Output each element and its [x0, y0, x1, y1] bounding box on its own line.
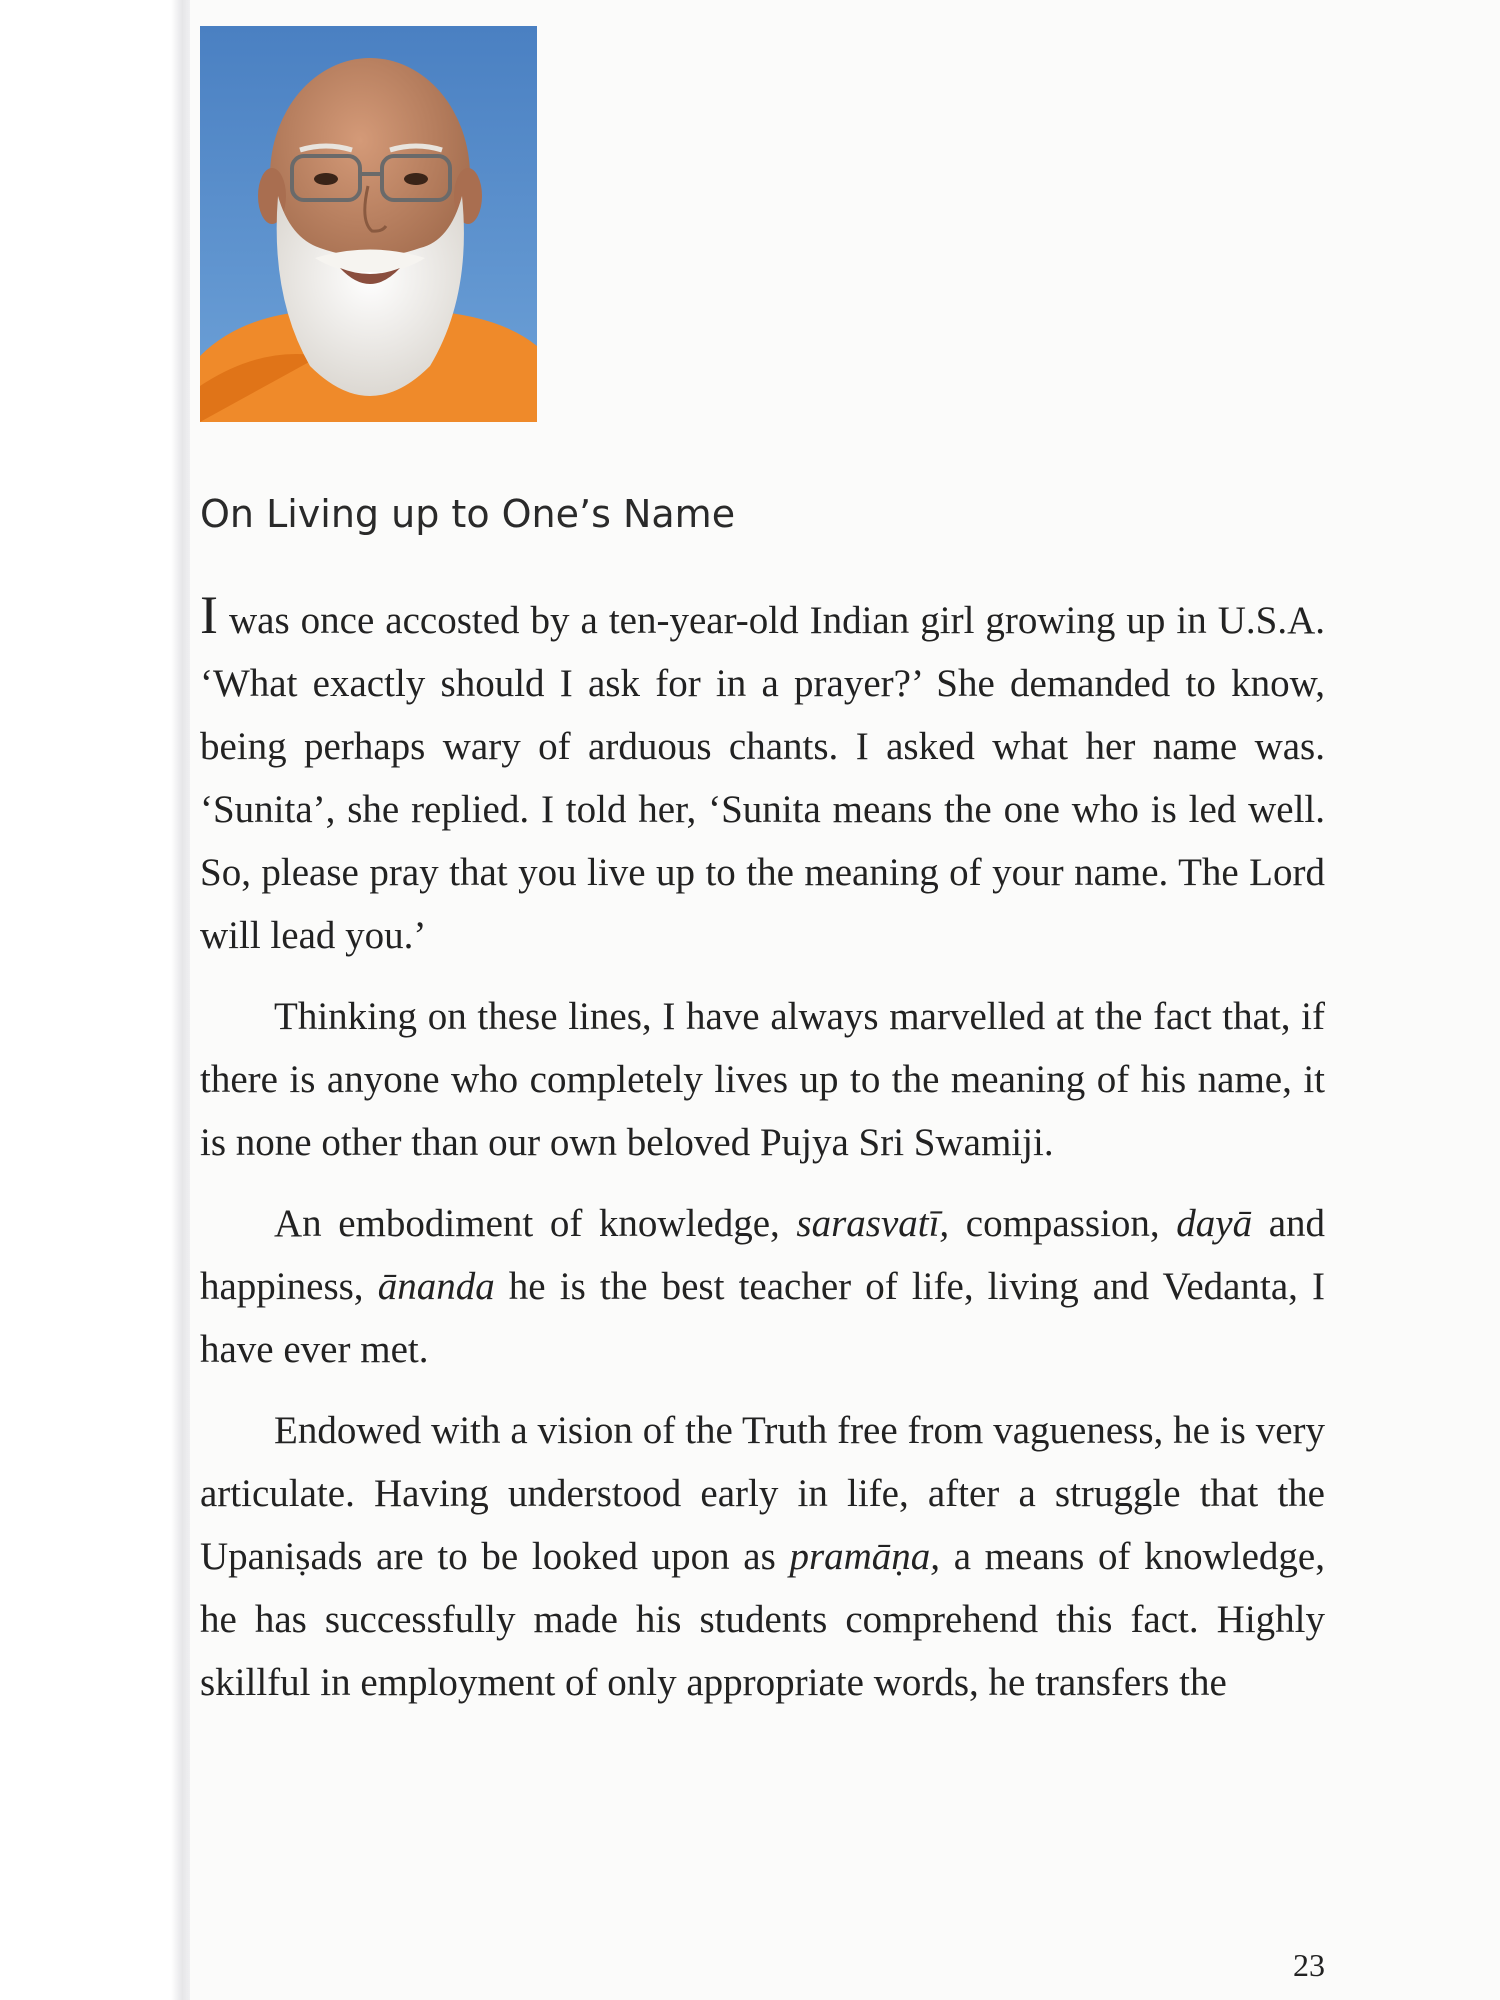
paragraph-1-text: was once accosted by a ten-year-old Indian girl growing up in U.S.A. ‘What exactly should I ask for in a prayer?’ She demanded to know, being perhaps wary of arduous chants. I asked what her name was. ‘Sunita’, she replied. I told her, ‘Sunita means the one who is led well. So, please pray that you live up to the meaning of your name. The Lord will lead you.’ [200, 599, 1325, 957]
page-number: 23 [1293, 1947, 1325, 1983]
paragraph-3-part-c: compassion, [949, 1202, 1177, 1245]
paragraph-2: Thinking on these lines, I have always marvelled at the fact that, if there is anyone who completely lives up to the meaning of his name, it is none other than our own beloved Pujya Sri Swamiji. [200, 995, 1325, 1164]
paragraph-3 [200, 1192, 1325, 1381]
paragraph-3-part-a: An embodiment of knowledge, [274, 1202, 797, 1245]
term-daya: dayā [1176, 1202, 1253, 1245]
portrait-illustration [200, 26, 537, 422]
paragraph-4-part-c: a means of knowledge, he has successfully made his students comprehend this fact. Highly skillful in employment of only appropriate words, he transfers the [200, 1535, 1325, 1704]
term-ananda: ānanda [377, 1265, 495, 1308]
paragraph-4 [200, 1399, 1325, 1714]
drop-cap: I [200, 585, 218, 645]
swamiji-portrait-photo [200, 26, 537, 422]
page-gutter [0, 0, 190, 2000]
paragraph-3-part-g: he is the best teacher of life, living and Vedanta, I have ever met. [200, 1265, 1325, 1371]
term-sarasvati: sarasvatī, [796, 1202, 950, 1245]
paragraph-4-part-a: Endowed with a vision of the Truth free from vagueness, he is very articulate. Having understood early in life, after a struggle that the Upaniṣads are to be looked upon as [200, 1409, 1325, 1578]
term-pramana: pramāṇa, [789, 1535, 941, 1578]
paragraph-1 [200, 585, 1325, 967]
article-body [200, 585, 1326, 1732]
article-heading: On Living up to One’s Name [200, 492, 736, 536]
paragraph-3-part-e: and happiness, [200, 1202, 1326, 1308]
